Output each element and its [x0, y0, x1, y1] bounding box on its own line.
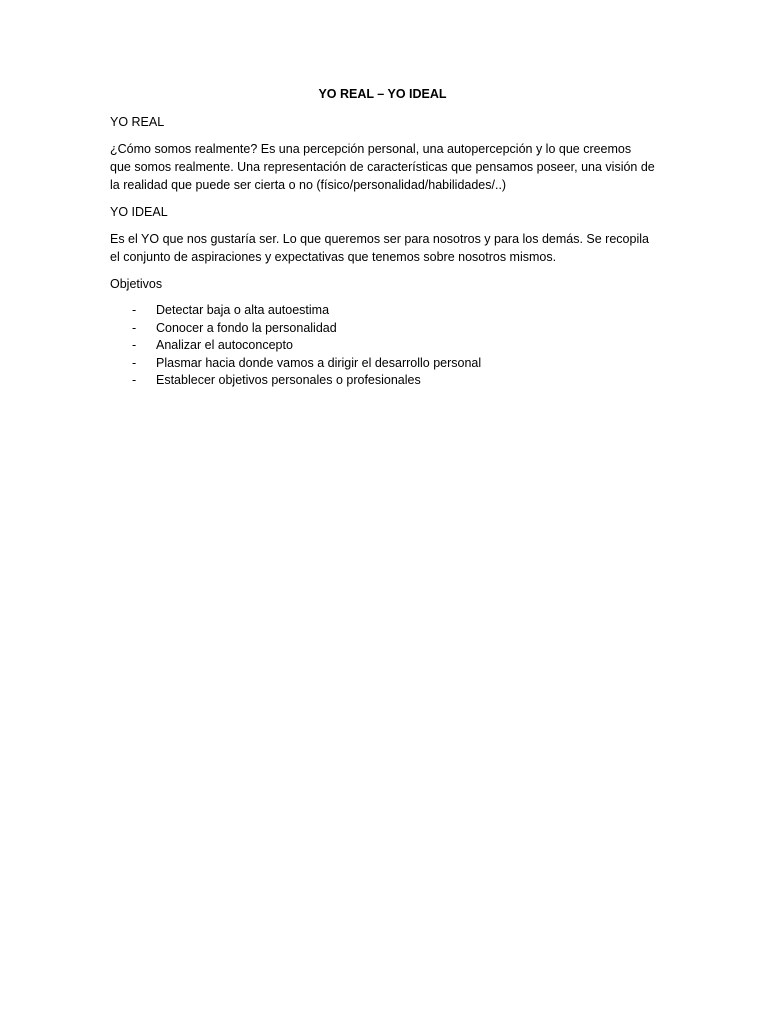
bullet-marker: - [132, 320, 137, 335]
bullet-marker: - [132, 373, 137, 387]
list-item [110, 355, 655, 373]
objectives-list [110, 302, 655, 390]
document-page [110, 84, 655, 390]
list-item-text: Establecer objetivos personales o profesionales [156, 373, 421, 387]
document-title: YO REAL – YO IDEAL [318, 87, 447, 101]
list-item [110, 337, 655, 355]
list-item [110, 320, 655, 338]
paragraph-yo-ideal: Es el YO que nos gustaría ser. Lo que queremos ser para nosotros y para los demás. Se recopila el conjunto de aspiraciones y expectativas que tenemos sobre nosotros mismos. [110, 232, 649, 264]
list-item-text: Plasmar hacia donde vamos a dirigir el desarrollo personal [156, 355, 482, 370]
list-item [110, 372, 655, 390]
list-item-text: Analizar el autoconcepto [156, 338, 293, 352]
list-item-text: Detectar baja o alta autoestima [156, 303, 330, 317]
bullet-marker: - [132, 338, 137, 352]
section-heading-yo-real: YO REAL [110, 115, 165, 129]
list-item [110, 302, 655, 320]
bullet-marker: - [132, 355, 137, 370]
list-item-text: Conocer a fondo la personalidad [156, 320, 337, 335]
section-heading-objetivos: Objetivos [110, 277, 163, 291]
paragraph-yo-real: ¿Cómo somos realmente? Es una percepción personal, una autopercepción y lo que creemos que somos realmente. Una representación de características que pensamos poseer, una visión de la realidad que puede ser cierta o no (físico/personalidad/habilidades/..) [110, 142, 655, 192]
section-heading-yo-ideal: YO IDEAL [110, 205, 168, 219]
bullet-marker: - [132, 303, 137, 317]
